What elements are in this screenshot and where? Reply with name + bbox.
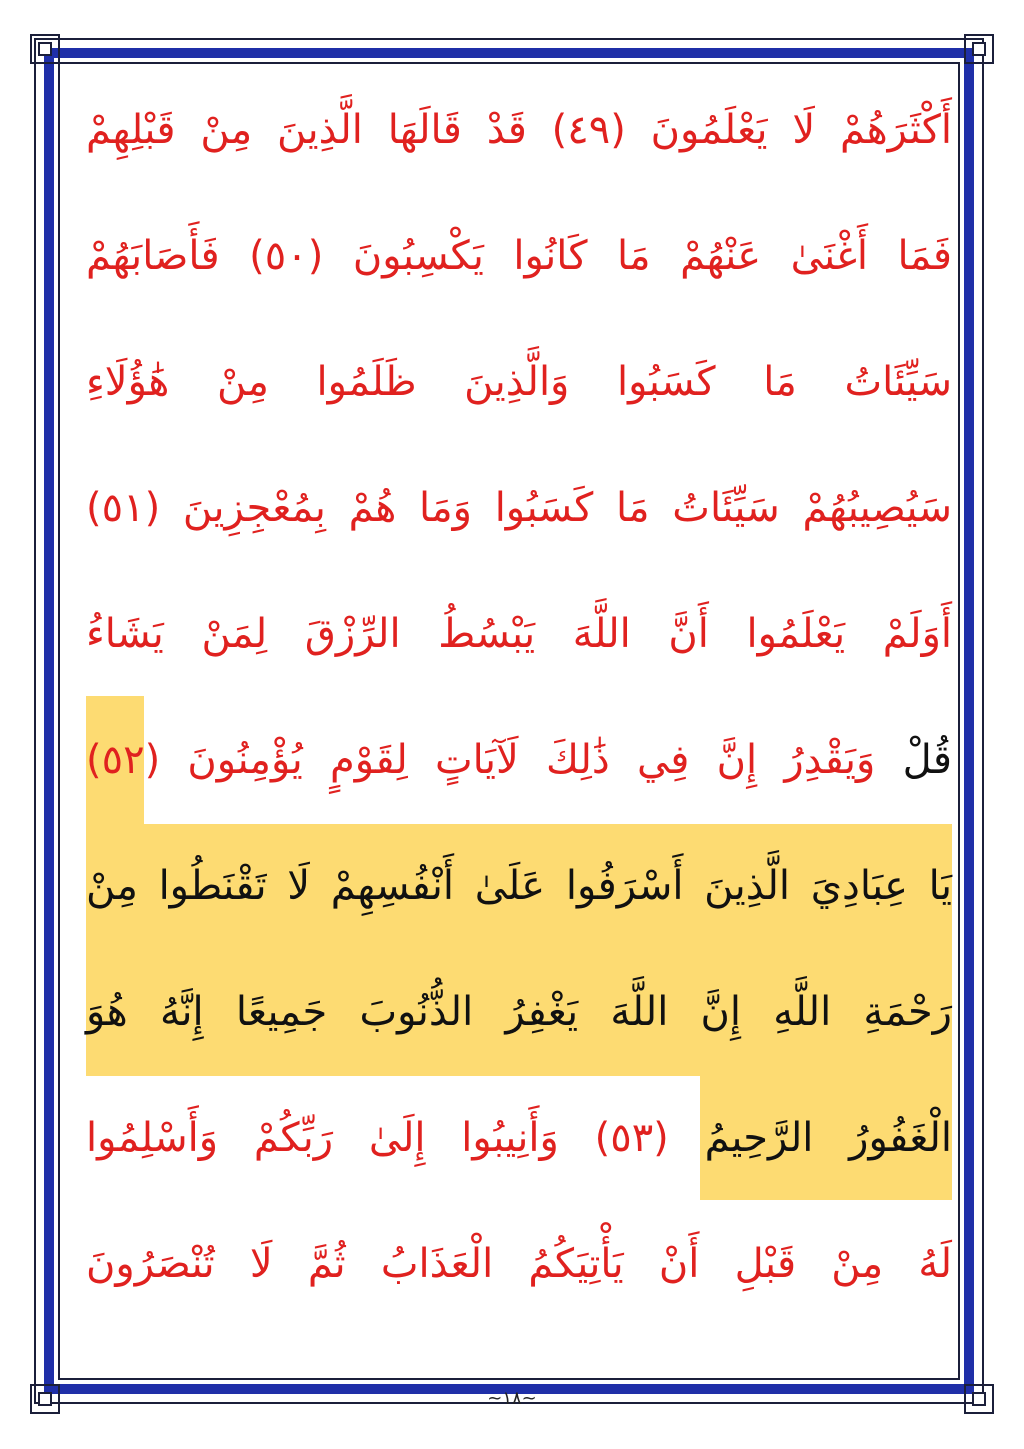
page-number: ~١٨~ [487,1388,537,1409]
text-line-9 [86,1074,952,1202]
frame-corner-ornament [30,34,60,64]
text-line-10: لَهُ مِنْ قَبْلِ أَنْ يَأْتِيَكُمُ الْعَذَابُ ثُمَّ لَا تُنْصَرُونَ [86,1241,952,1287]
verse-text: (٥٣) وَأَنِيبُوا إِلَىٰ رَبِّكُمْ وَأَسْلِمُوا [86,1115,669,1161]
highlighted-text: الْغَفُورُ الرَّحِيمُ [704,1115,952,1161]
frame-corner-ornament [964,34,994,64]
text-line-2: فَمَا أَغْنَىٰ عَنْهُمْ مَا كَانُوا يَكْسِبُونَ (٥٠) فَأَصَابَهُمْ [86,233,952,279]
verse-text: وَيَقْدِرُ إِنَّ فِي ذَٰلِكَ لَآيَاتٍ لِقَوْمٍ يُؤْمِنُونَ (٥٢) [86,737,876,783]
text-line-7: يَا عِبَادِيَ الَّذِينَ أَسْرَفُوا عَلَىٰ أَنْفُسِهِمْ لَا تَقْنَطُوا مِنْ [86,863,952,909]
text-line-5: أَوَلَمْ يَعْلَمُوا أَنَّ اللَّهَ يَبْسُطُ الرِّزْقَ لِمَنْ يَشَاءُ [86,611,952,657]
frame-corner-ornament [30,1384,60,1414]
text-line-4: سَيُصِيبُهُمْ سَيِّئَاتُ مَا كَسَبُوا وَمَا هُمْ بِمُعْجِزِينَ (٥١) [86,485,952,531]
text-line-6 [86,696,952,824]
text-line-1: أَكْثَرَهُمْ لَا يَعْلَمُونَ (٤٩) قَدْ قَالَهَا الَّذِينَ مِنْ قَبْلِهِمْ [86,107,952,153]
text-line-3: سَيِّئَاتُ مَا كَسَبُوا وَالَّذِينَ ظَلَمُوا مِنْ هَٰؤُلَاءِ [86,359,952,405]
text-line-8: رَحْمَةِ اللَّهِ إِنَّ اللَّهَ يَغْفِرُ الذُّنُوبَ جَمِيعًا إِنَّهُ هُوَ [86,989,952,1035]
highlighted-text: قُلْ [902,737,952,783]
frame-corner-ornament [964,1384,994,1414]
